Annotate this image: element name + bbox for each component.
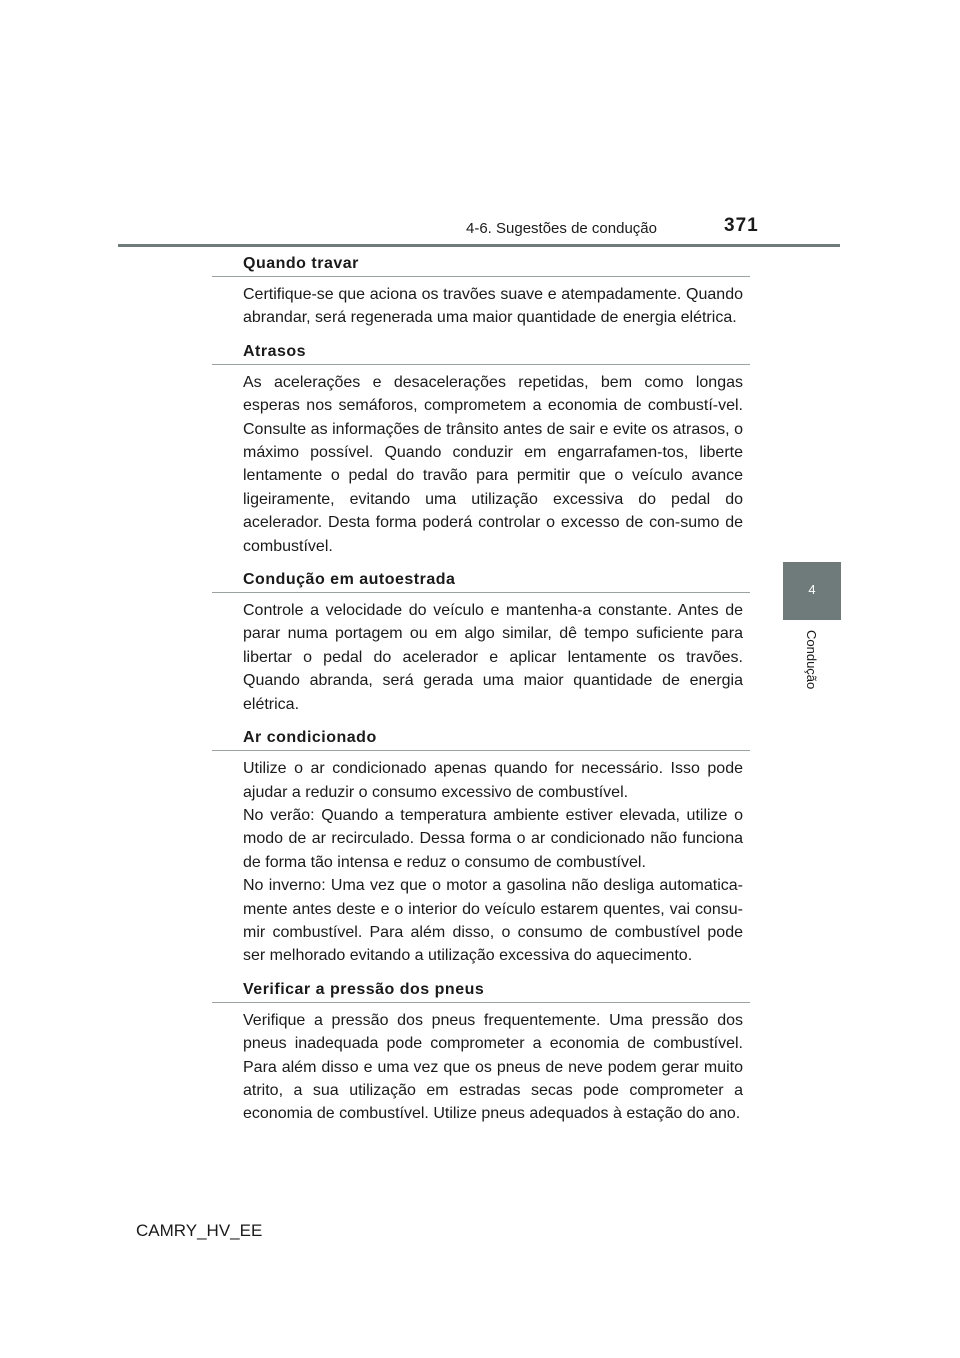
section-title: Condução em autoestrada xyxy=(212,568,750,593)
section-air-conditioning xyxy=(212,726,750,978)
section-tire-pressure xyxy=(212,978,750,1136)
section-highway xyxy=(212,568,750,726)
header-rule xyxy=(118,244,840,247)
chapter-tab-number: 4 xyxy=(808,582,816,597)
section-title: Quando travar xyxy=(212,252,750,277)
section-paragraph: No verão: Quando a temperatura ambiente estiver elevada, utilize o modo de ar recirculado. Dessa forma o ar condicionado não funciona de forma tão intensa e reduz o consumo de combustível. xyxy=(243,806,743,871)
section-paragraph: Utilize o ar condicionado apenas quando for necessário. Isso pode ajudar a reduzir o consumo excessivo de combustível. xyxy=(243,760,743,801)
section-paragraph: No inverno: Uma vez que o motor a gasolina não desliga automatica-mente antes deste e o interior do veículo estarem quentes, vai consu-mir combustível. Para além disso, o consumo de combustível pode ser melhorado evitando a utilização excessiva do aquecimento. xyxy=(243,877,743,965)
section-paragraph: Controle a velocidade do veículo e mantenha-a constante. Antes de parar numa portagem ou em algo similar, dê tempo suficiente para libertar o pedal do acelerador e aplicar lentamente os travões. Quando abranda, será gerada uma maior quantidade de energia elétrica. xyxy=(243,602,743,713)
section-paragraph: Certifique-se que aciona os travões suave e atempadamente. Quando abrandar, será regenerada uma maior quantidade de energia elétrica. xyxy=(243,286,743,327)
section-title: Atrasos xyxy=(212,340,750,365)
page-number: 371 xyxy=(724,215,759,236)
page-content xyxy=(212,252,750,1136)
section-paragraph: Verifique a pressão dos pneus frequentemente. Uma pressão dos pneus inadequada pode comprometer a economia de combustível. Para além disso e uma vez que os pneus de neve podem gerar muito atrito, a sua utilização em estradas secas pode comprometer a economia de combustível. Utilize pneus adequados à estação do ano. xyxy=(243,1011,743,1123)
section-braking xyxy=(212,252,750,340)
footer-doc-code: CAMRY_HV_EE xyxy=(136,1221,263,1240)
header-section-title: 4-6. Sugestões de condução xyxy=(466,220,657,237)
chapter-tab-label: Condução xyxy=(804,630,819,690)
section-title: Ar condicionado xyxy=(212,726,750,751)
section-delays xyxy=(212,340,750,568)
section-paragraph: As acelerações e desacelerações repetidas, bem como longas esperas nos semáforos, comprometem a economia de combustí-vel. Consulte as informações de trânsito antes de sair e evite os atrasos, o máximo possível. Quando conduzir em engarrafamen-tos, liberte lentamente o pedal do travão para permitir que o veículo avance ligeiramente, evitando uma utilização excessiva do pedal do acelerador. Desta forma poderá controlar o excesso de con-sumo de combustível. xyxy=(243,373,743,555)
chapter-tab xyxy=(783,562,841,620)
section-title: Verificar a pressão dos pneus xyxy=(212,978,750,1003)
